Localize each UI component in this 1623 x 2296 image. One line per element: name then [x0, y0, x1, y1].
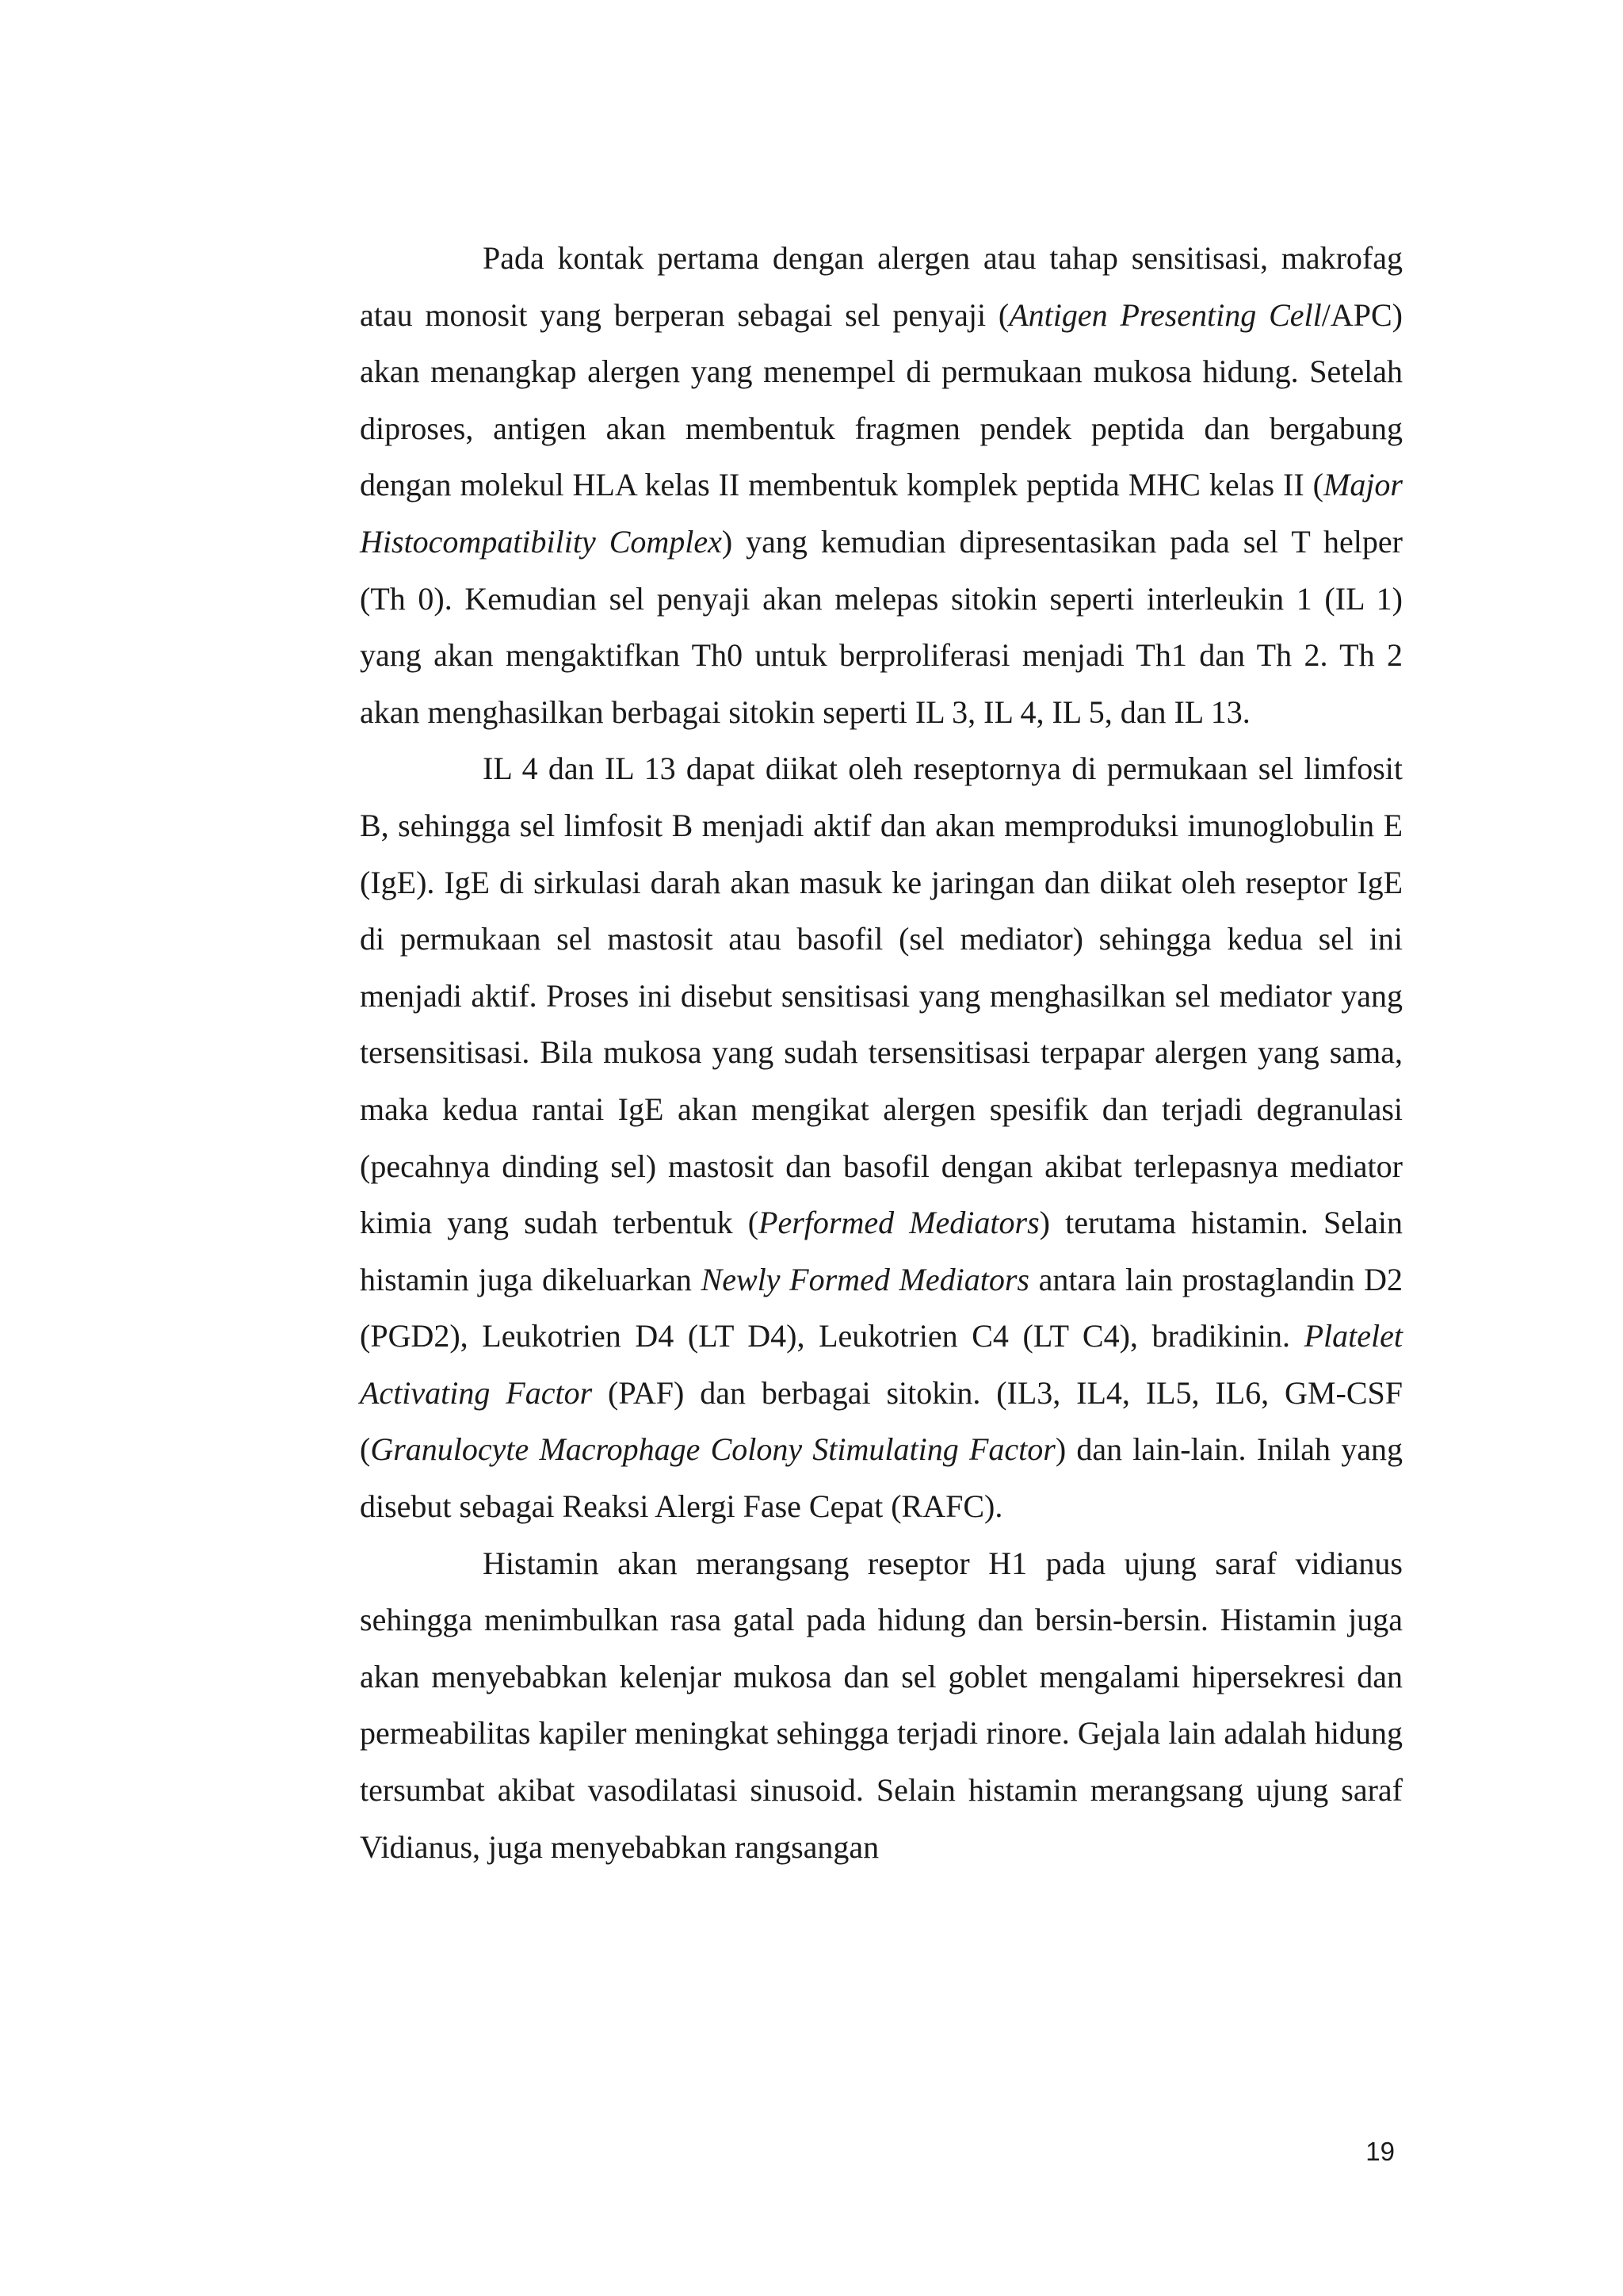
text-run: ) yang kemudian dipresentasikan pada sel T helper (Th 0). Kemudian sel penyaji akan melepas sitokin seperti interleukin 1 (IL 1) yang akan mengaktifkan Th0 untuk berproliferasi menjadi Th1 dan Th 2. Th 2 akan menghasilkan berbagai sitokin seperti IL 3, IL 4, IL 5, dan IL 13.	[360, 523, 1403, 730]
text-run: /APC) akan menangkap alergen yang menempel di permukaan mukosa hidung. Setelah diproses, antigen akan membentuk fragmen pendek peptida dan bergabung dengan molekul HLA kelas II membentuk komplek peptida MHC kelas II (	[360, 296, 1403, 503]
italic-term: Antigen Presenting Cell	[1009, 296, 1322, 333]
text-run: ) dan lain-lain. Inilah yang disebut sebagai Reaksi Alergi Fase Cepat (RAFC).	[360, 1431, 1403, 1525]
paragraph-3	[360, 1535, 1403, 1876]
italic-term: Platelet Activating Factor	[360, 1318, 1403, 1411]
text-run: ) terutama histamin. Selain histamin juga dikeluarkan	[360, 1205, 1403, 1297]
italic-term: Major Histocompatibility Complex	[360, 467, 1403, 560]
text-run: antara lain prostaglandin D2 (PGD2), Leukotrien D4 (LT D4), Leukotrien C4 (LT C4), bradikinin.	[360, 1261, 1403, 1354]
italic-term: Performed Mediators	[758, 1205, 1040, 1241]
body-text	[360, 230, 1403, 1875]
page-number: 19	[1365, 2137, 1395, 2166]
text-run: IL 4 dan IL 13 dapat diikat oleh reseptornya di permukaan sel limfosit B, sehingga sel limfosit B menjadi aktif dan akan memproduksi imunoglobulin E (IgE). IgE di sirkulasi darah akan masuk ke jaringan dan diikat oleh reseptor IgE di permukaan sel mastosit atau basofil (sel mediator) sehingga kedua sel ini menjadi aktif. Proses ini disebut sensitisasi yang menghasilkan sel mediator yang tersensitisasi. Bila mukosa yang sudah tersensitisasi terpapar alergen yang sama, maka kedua rantai IgE akan mengikat alergen spesifik dan terjadi degranulasi (pecahnya dinding sel) mastosit dan basofil dengan akibat terlepasnya mediator kimia yang sudah terbentuk (	[360, 751, 1403, 1241]
paragraph-1	[360, 230, 1403, 740]
text-run: Pada kontak pertama dengan alergen atau tahap sensitisasi, makrofag atau monosit yang berperan sebagai sel penyaji (	[360, 240, 1403, 333]
paragraph-2	[360, 740, 1403, 1534]
text-run: Histamin akan merangsang reseptor H1 pada ujung saraf vidianus sehingga menimbulkan rasa gatal pada hidung dan bersin-bersin. Histamin juga akan menyebabkan kelenjar mukosa dan sel goblet mengalami hipersekresi dan permeabilitas kapiler meningkat sehingga terjadi rinore. Gejala lain adalah hidung tersumbat akibat vasodilatasi sinusoid. Selain histamin merangsang ujung saraf Vidianus, juga menyebabkan rangsangan	[360, 1545, 1403, 1865]
text-run: (PAF) dan berbagai sitokin. (IL3, IL4, IL5, IL6, GM-CSF (	[360, 1374, 1403, 1468]
italic-term: Newly Formed Mediators	[701, 1261, 1029, 1297]
italic-term: Granulocyte Macrophage Colony Stimulating Factor	[370, 1431, 1056, 1468]
